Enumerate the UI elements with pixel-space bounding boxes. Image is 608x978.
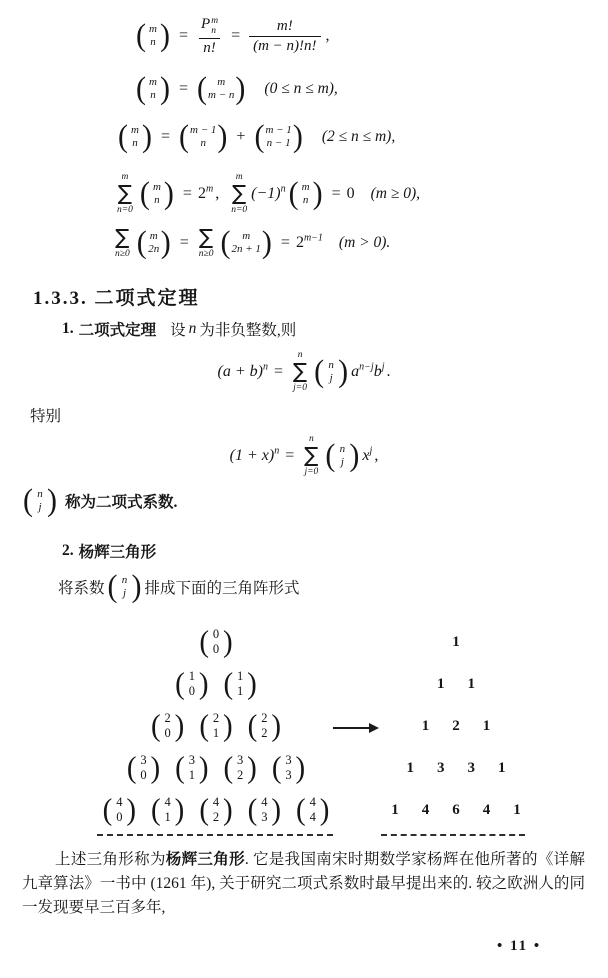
rparen: ) xyxy=(174,708,185,743)
lower-limit: j=0 xyxy=(304,467,319,478)
alternating-sign: $(-1)^n$ xyxy=(251,183,286,202)
binom-mminus1-nminus1 xyxy=(253,119,303,154)
binom-triangle xyxy=(88,621,344,831)
binom-bottom: 3 xyxy=(285,768,292,782)
binom-top: n xyxy=(328,358,334,371)
binom-cell xyxy=(247,708,282,743)
binom-top: 4 xyxy=(309,795,316,809)
lparen: ( xyxy=(325,438,336,473)
binom-cell xyxy=(174,666,209,701)
number-cell: 1 xyxy=(452,633,460,650)
lparen: ( xyxy=(179,119,190,154)
rparen: ) xyxy=(198,750,209,785)
coefficient-note xyxy=(20,483,178,518)
paragraph-rest: . 它是我国南宋时期数学家杨辉在他所著的《详解九章算法》一书中 (1261 年), 关于研究二项式系数时最早提出来的. 较之欧洲人的同一发现要早三百多年, xyxy=(22,851,585,916)
rparen: ) xyxy=(349,438,360,473)
binom-top: m xyxy=(131,123,139,136)
binom-m-n xyxy=(139,176,175,211)
equals-sign: = xyxy=(331,184,341,202)
binom-bottom: j xyxy=(340,455,344,468)
lparen: ( xyxy=(150,792,161,827)
binom-top: 4 xyxy=(261,795,268,809)
binom-top: 0 xyxy=(212,627,220,641)
binom-top: 3 xyxy=(237,753,244,767)
equals-sign: = xyxy=(161,128,171,145)
right-arrow-icon xyxy=(333,727,377,729)
equals-sign: = xyxy=(280,233,290,251)
binom-bottom: 2 xyxy=(212,810,220,824)
term-x-power: $x^j$ xyxy=(362,445,373,464)
triangle-row xyxy=(378,789,534,831)
lower-limit: n≥0 xyxy=(198,249,214,259)
binom-n-j xyxy=(313,354,349,389)
power-2m: 2$^m$ xyxy=(197,183,214,202)
sub: n xyxy=(211,26,216,37)
equals-sign: = xyxy=(179,80,189,97)
equals-sign: = xyxy=(182,184,192,202)
denominator: (m − n)!n! xyxy=(249,36,320,55)
dashed-separator-left xyxy=(97,834,333,836)
binom-top: 3 xyxy=(140,753,147,767)
equals-sign: = xyxy=(179,233,189,251)
rparen: ) xyxy=(247,666,257,701)
binom-top: 2 xyxy=(164,711,171,725)
item-number: 1. xyxy=(62,320,74,337)
binom-top: m xyxy=(242,229,251,242)
binom-m-mminusn xyxy=(196,71,246,106)
rparen: ) xyxy=(261,224,272,260)
lparen: ( xyxy=(247,708,258,743)
binom-cell xyxy=(198,708,233,743)
summation xyxy=(115,226,130,259)
binom-top: 1 xyxy=(188,669,195,683)
lparen: ( xyxy=(136,71,146,106)
binom-cell xyxy=(150,792,185,827)
rparen: ) xyxy=(319,792,330,827)
number-cell: 3 xyxy=(437,759,445,776)
summation xyxy=(231,172,247,216)
binom-top: 4 xyxy=(164,795,171,809)
fraction-factorials xyxy=(249,18,320,55)
rparen: ) xyxy=(160,224,171,260)
sigma: ∑ xyxy=(117,181,133,206)
paragraph-lead: 上述三角形称为 xyxy=(55,851,166,868)
number-cell: 1 xyxy=(421,717,430,734)
binom-n-j xyxy=(22,483,58,518)
lparen: ( xyxy=(139,176,150,211)
denominator: n! xyxy=(199,38,220,57)
binom-top: m − 1 xyxy=(190,123,217,136)
rparen: ) xyxy=(223,708,233,743)
summation xyxy=(304,434,318,478)
number-cell: 1 xyxy=(406,759,414,776)
number-cell: 2 xyxy=(452,717,460,734)
binom-m-n xyxy=(135,71,171,106)
lparen: ( xyxy=(23,483,33,518)
theorem-title: 二项式定理 xyxy=(78,322,157,339)
summation xyxy=(117,172,133,216)
rparen: ) xyxy=(217,119,228,154)
binom-bottom: m − n xyxy=(208,89,235,101)
binom-m-2n xyxy=(136,224,172,260)
rparen: ) xyxy=(163,176,174,211)
variable-n: n xyxy=(188,320,197,337)
binom-top: n xyxy=(339,442,346,455)
history-paragraph xyxy=(22,848,585,920)
binom-top: 3 xyxy=(188,753,195,767)
binom-top: m xyxy=(149,75,157,88)
lparen: ( xyxy=(175,750,185,785)
zero: 0 xyxy=(346,184,355,202)
upper-limit: n xyxy=(297,350,303,360)
lparen: ( xyxy=(223,666,234,701)
lparen: ( xyxy=(107,569,118,604)
binom-cell xyxy=(174,750,209,785)
binom-top: m xyxy=(217,75,226,88)
binom-top: m xyxy=(152,180,161,193)
arrange-pre: 将系数 xyxy=(58,580,105,597)
number-cell: 6 xyxy=(452,801,460,818)
number-triangle xyxy=(378,621,534,831)
yanghui-heading xyxy=(62,540,156,562)
dashed-separator-right xyxy=(381,834,525,836)
binom-bottom: n xyxy=(132,137,138,149)
sigma: ∑ xyxy=(293,359,308,384)
summation xyxy=(199,226,214,259)
formula-binom-factorial xyxy=(133,16,330,57)
binom-top: 3 xyxy=(285,753,292,767)
lparen: ( xyxy=(271,750,282,785)
number-cell: 1 xyxy=(498,759,506,776)
sup: m xyxy=(211,16,219,26)
lparen: ( xyxy=(296,792,306,827)
intro-text: 设 xyxy=(170,322,186,339)
binom-bottom: 2n + 1 xyxy=(231,242,261,255)
arrange-post: 排成下面的三角阵形式 xyxy=(144,580,300,597)
lhs-1-plus-x: $(1 + x)^n$ xyxy=(229,445,280,464)
binom-bottom: n xyxy=(150,89,156,101)
binom-bottom: 1 xyxy=(164,810,171,824)
special-case-formula xyxy=(0,434,608,478)
comma: , xyxy=(325,27,330,45)
section-heading: 1.3.3. 二项式定理 xyxy=(33,288,200,309)
binom-top: 2 xyxy=(212,711,220,725)
comma: , xyxy=(374,446,379,464)
binom-bottom: n xyxy=(150,36,156,49)
binom-bottom: 2n xyxy=(148,242,160,255)
binom-top: 2 xyxy=(261,711,268,725)
rparen: ) xyxy=(198,666,209,701)
condition: (0 ≤ n ≤ m), xyxy=(264,80,338,97)
rparen: ) xyxy=(174,792,185,827)
rparen: ) xyxy=(312,176,323,211)
lower-limit: n≥0 xyxy=(115,249,130,259)
binom-bottom: 4 xyxy=(309,810,316,824)
binom-m-n xyxy=(288,176,324,211)
lparen: ( xyxy=(223,750,234,785)
rparen: ) xyxy=(150,750,161,785)
binom-bottom: 0 xyxy=(188,684,195,698)
binom-cell xyxy=(271,750,306,785)
binom-top: 1 xyxy=(237,669,244,683)
upper-limit: n xyxy=(308,434,314,444)
binom-cell xyxy=(247,792,282,827)
triangle-row xyxy=(378,705,534,747)
plus-sign: + xyxy=(236,128,246,145)
lparen: ( xyxy=(247,792,258,827)
binom-bottom: j xyxy=(329,371,333,384)
binom-top: n xyxy=(121,573,128,586)
binom-bottom: j xyxy=(122,587,127,599)
sigma: ∑ xyxy=(232,181,247,206)
term-a-b-powers: $a^{n-j}b^j$ xyxy=(351,361,385,380)
power-2mminus1: $2^{m-1}$ xyxy=(295,232,323,251)
binom-cell xyxy=(126,750,161,785)
number-cell: 3 xyxy=(467,759,475,776)
equals-sign: = xyxy=(179,27,189,45)
sigma: ∑ xyxy=(199,225,214,249)
special-label: 特别 xyxy=(30,408,62,425)
lparen: ( xyxy=(102,792,113,827)
item-number: 2. xyxy=(62,542,74,559)
comma: , xyxy=(215,184,220,202)
rparen: ) xyxy=(292,119,303,154)
binom-cell xyxy=(223,750,258,785)
lparen: ( xyxy=(197,71,208,106)
equals-sign: = xyxy=(285,446,295,464)
binom-top: m xyxy=(149,229,158,242)
coefficient-note-text: 称为二项式系数. xyxy=(65,494,178,511)
binom-m-n xyxy=(135,18,171,54)
binom-bottom: 1 xyxy=(212,726,220,740)
upper-limit: m xyxy=(235,172,243,182)
condition: (2 ≤ n ≤ m), xyxy=(321,128,396,145)
number-cell: 1 xyxy=(482,717,491,734)
numerator: m! xyxy=(276,17,293,34)
binom-mminus1-n xyxy=(178,119,228,154)
triangle-row xyxy=(88,705,344,747)
number-cell: 1 xyxy=(513,801,521,818)
rparen: ) xyxy=(223,624,233,659)
yanghui-term: 杨辉三角形 xyxy=(165,851,245,868)
binom-bottom: 3 xyxy=(261,810,268,824)
fraction-permutations xyxy=(197,16,222,57)
triangle-row xyxy=(378,747,534,789)
binom-bottom: 0 xyxy=(164,726,171,740)
binom-cell xyxy=(295,792,330,827)
lparen: ( xyxy=(136,18,146,54)
binom-bottom: n xyxy=(154,193,160,206)
rparen: ) xyxy=(271,792,282,827)
condition: (m ≥ 0), xyxy=(370,184,420,202)
binom-bottom: n xyxy=(302,193,309,206)
rparen: ) xyxy=(47,483,57,518)
summation xyxy=(293,350,307,394)
binom-top: m xyxy=(301,180,310,193)
number-cell: 4 xyxy=(421,801,430,818)
formula-symmetry xyxy=(133,71,338,106)
rparen: ) xyxy=(338,354,349,389)
binom-bottom: n xyxy=(200,137,206,149)
triangle-row xyxy=(88,789,344,831)
rparen: ) xyxy=(131,569,142,604)
equals-sign: = xyxy=(273,362,283,380)
triangle-row xyxy=(378,621,534,663)
binom-top: n xyxy=(37,487,43,500)
theorem-intro-line xyxy=(62,318,296,340)
intro-text-rest: 为非负整数,则 xyxy=(199,322,297,339)
binom-bottom: 0 xyxy=(212,642,220,656)
formula-pascal-rule xyxy=(115,119,396,154)
binom-n-j xyxy=(324,438,360,473)
yanghui-title: 杨辉三角形 xyxy=(78,544,157,561)
binom-top: m xyxy=(149,23,157,36)
rparen: ) xyxy=(160,71,170,106)
lparen: ( xyxy=(199,708,209,743)
binom-bottom: 2 xyxy=(237,768,244,782)
condition: (m > 0). xyxy=(338,233,391,251)
permutation-symbol: P xyxy=(201,16,211,32)
binom-bottom: 2 xyxy=(261,726,268,740)
rparen: ) xyxy=(142,119,152,154)
number-cell: 4 xyxy=(482,801,491,818)
formula-sum-2m xyxy=(113,172,420,216)
triangle-row xyxy=(378,663,534,705)
binom-top: 4 xyxy=(212,795,220,809)
lparen: ( xyxy=(199,624,209,659)
period: . xyxy=(386,362,391,380)
page-number: • 11 • xyxy=(497,938,542,954)
lparen: ( xyxy=(314,354,325,389)
sigma: ∑ xyxy=(304,443,319,468)
triangle-row xyxy=(88,663,344,705)
lparen: ( xyxy=(175,666,185,701)
lparen: ( xyxy=(288,176,299,211)
binom-top: 4 xyxy=(116,795,123,809)
binom-top: m − 1 xyxy=(265,123,292,136)
lparen: ( xyxy=(150,708,161,743)
lparen: ( xyxy=(118,119,128,154)
lower-limit: n=0 xyxy=(117,205,133,216)
lhs-a-plus-b: $(a + b)^n$ xyxy=(217,361,268,380)
lparen: ( xyxy=(126,750,137,785)
binom-cell xyxy=(102,792,137,827)
binom-cell xyxy=(198,792,233,827)
number-cell: 1 xyxy=(467,675,475,692)
binom-cell xyxy=(198,624,233,659)
binom-bottom: j xyxy=(38,501,42,513)
rparen: ) xyxy=(223,792,233,827)
arrange-line xyxy=(58,569,300,604)
binom-bottom: 1 xyxy=(237,684,244,698)
lparen: ( xyxy=(136,224,147,260)
triangle-row xyxy=(88,621,344,663)
formula-even-odd-sums xyxy=(111,226,390,259)
number-cell: 1 xyxy=(391,801,399,818)
binom-bottom: 1 xyxy=(188,768,195,782)
rparen: ) xyxy=(247,750,257,785)
rparen: ) xyxy=(160,18,170,54)
binom-bottom: 0 xyxy=(140,768,147,782)
rparen: ) xyxy=(126,792,136,827)
triangle-row xyxy=(88,747,344,789)
lparen: ( xyxy=(199,792,209,827)
binom-bottom: n − 1 xyxy=(266,137,291,149)
lparen: ( xyxy=(254,119,265,154)
rparen: ) xyxy=(271,708,282,743)
rparen: ) xyxy=(235,71,246,106)
equals-sign: = xyxy=(231,27,241,45)
binom-cell xyxy=(150,708,185,743)
lparen: ( xyxy=(220,224,231,260)
upper-limit: m xyxy=(121,172,129,182)
sigma: ∑ xyxy=(115,225,130,249)
binom-m-2nplus1 xyxy=(219,224,272,260)
binom-cell xyxy=(223,666,258,701)
binom-n-j xyxy=(107,569,143,604)
lower-limit: n=0 xyxy=(231,205,248,216)
binom-bottom: 0 xyxy=(116,810,123,824)
number-cell: 1 xyxy=(437,675,445,692)
binomial-theorem-formula xyxy=(0,350,608,394)
binom-m-n xyxy=(117,119,153,154)
rparen: ) xyxy=(295,750,306,785)
lower-limit: j=0 xyxy=(293,383,307,394)
